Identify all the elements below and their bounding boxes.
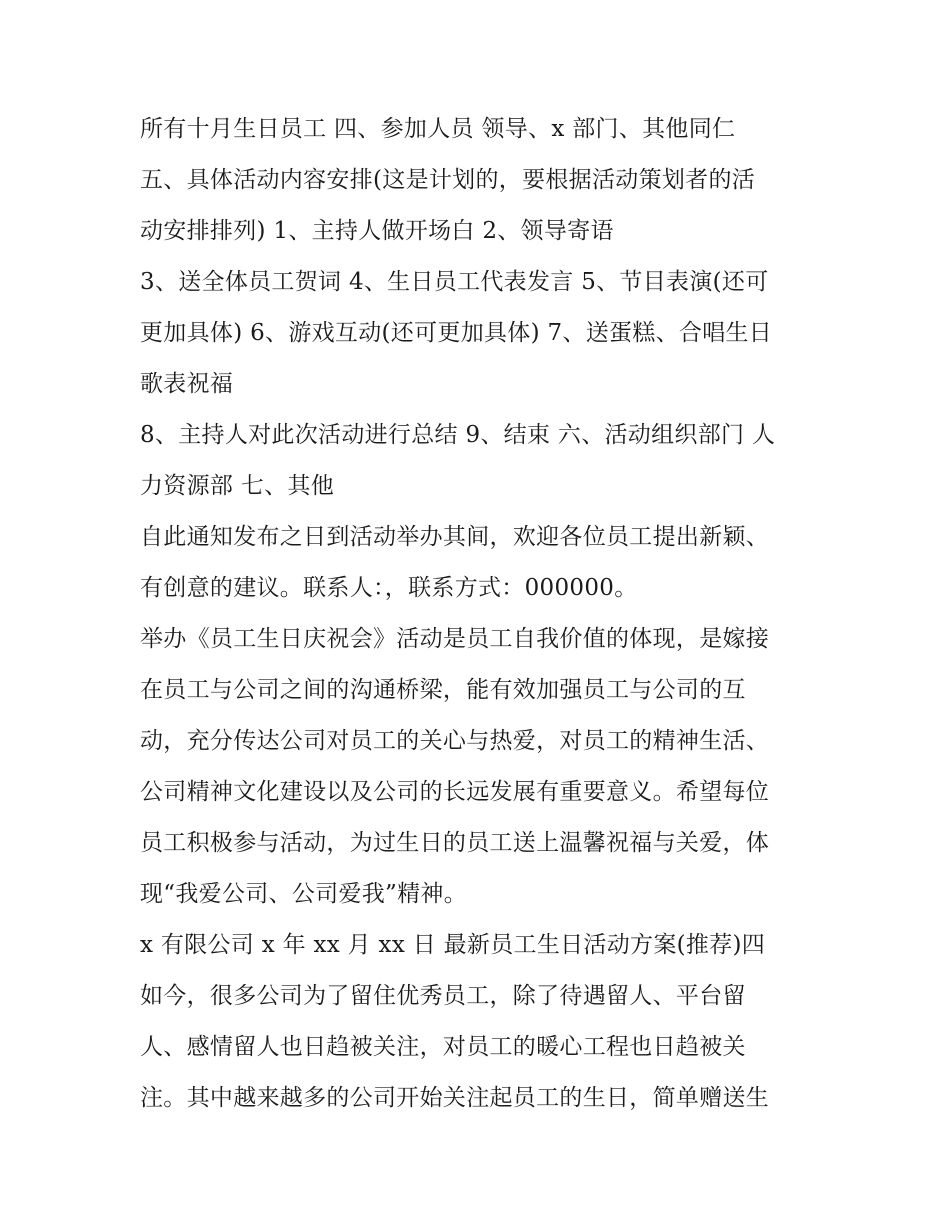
- text-line: 在员工与公司之间的沟通桥梁，能有效加强员工与公司的互: [140, 677, 746, 703]
- document-body: [140, 104, 840, 1124]
- text-line: 歌表祝福: [140, 371, 234, 397]
- text-line: 举办《员工生日庆祝会》活动是员工自我价值的体现，是嫁接: [140, 626, 770, 652]
- text-line: 更加具体) 6、游戏互动(还可更加具体) 7、送蛋糕、合唱生日: [140, 320, 773, 346]
- text-line: 动安排排列) 1、主持人做开场白 2、领导寄语: [140, 218, 614, 244]
- text-line: 公司精神文化建设以及公司的长远发展有重要意义。希望每位: [140, 779, 770, 805]
- text-line: 3、送全体员工贺词 4、生日员工代表发言 5、节目表演(还可: [140, 269, 769, 295]
- text-line: 自此通知发布之日到活动举办其间，欢迎各位员工提出新颖、: [140, 524, 770, 550]
- text-line: 力资源部 七、其他: [140, 473, 335, 499]
- text-line: 注。其中越来越多的公司开始关注起员工的生日，简单赠送生: [140, 1085, 770, 1111]
- text-line: 五、具体活动内容安排(这是计划的，要根据活动策划者的活: [140, 167, 756, 193]
- text-line: 动，充分传达公司对员工的关心与热爱，对员工的精神生活、: [140, 728, 770, 754]
- text-line: 如今，很多公司为了留住优秀员工，除了待遇留人、平台留: [140, 983, 746, 1009]
- text-line: x 有限公司 x 年 xx 月 xx 日 最新员工生日活动方案(推荐)四: [140, 932, 766, 958]
- text-line: 员工积极参与活动，为过生日的员工送上温馨祝福与关爱，体: [140, 830, 770, 856]
- text-line: 所有十月生日员工 四、参加人员 领导、x 部门、其他同仁: [140, 116, 736, 142]
- text-line: 人、感情留人也日趋被关注，对员工的暖心工程也日趋被关: [140, 1034, 746, 1060]
- text-line: 现“我爱公司、公司爱我”精神。: [140, 881, 468, 907]
- text-line: 有创意的建议。联系人：，联系方式：000000。: [140, 575, 638, 601]
- text-line: 8、主持人对此次活动进行总结 9、结束 六、活动组织部门 人: [140, 422, 776, 448]
